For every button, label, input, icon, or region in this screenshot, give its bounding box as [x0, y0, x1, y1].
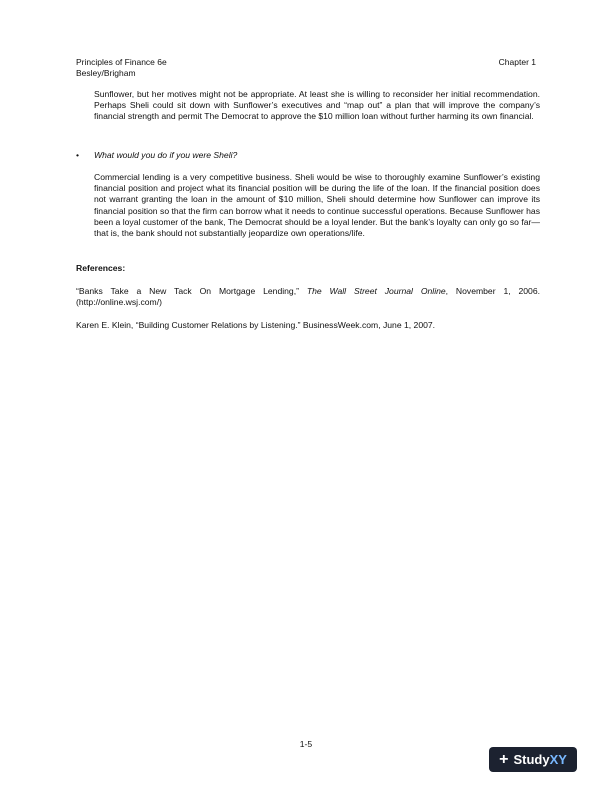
- reference-1: [76, 286, 540, 308]
- running-header-left: [76, 57, 167, 79]
- reference-1-text: “Banks Take a New Tack On Mortgage Lending,”: [76, 286, 307, 296]
- plus-icon: +: [499, 750, 509, 768]
- studyxy-badge[interactable]: [489, 747, 577, 772]
- bullet-question: What would you do if you were Sheli?: [94, 150, 238, 160]
- brand-logo: [513, 752, 566, 767]
- reference-2: Karen E. Klein, “Building Customer Relations by Listening.” BusinessWeek.com, June 1, 2007.: [76, 320, 436, 330]
- reference-1-tail: , November 1, 2006. (http://online.wsj.com/): [76, 286, 540, 308]
- paragraph-2: Commercial lending is a very competitive business. Sheli would be wise to thoroughly examine Sunflower’s existing financial position and project what its financial position will be during the life of the loan. If the financial position does not warrant granting the loan in the amount of $10 million, Sheli should determine how Sunflower can improve its financial position so that the firm can borrow what it needs to continue successful operations. Because Sunflower has been a loyal customer of the bank, The Democrat should be a loyal lender. But the bank’s loyalty can only go so far—that is, the bank should not substantially jeopardize own operations/life.: [94, 172, 540, 239]
- brand-main: Study: [513, 752, 550, 767]
- paragraph-1: Sunflower, but her motives might not be appropriate. At least she is willing to reconsider her initial recommendation. Perhaps Sheli could sit down with Sunflower’s executives and “map out” a plan that will improve the company’s financial strength and permit The Democrat to approve the $10 million loan without further harming its own financial.: [94, 89, 540, 122]
- brand-accent: XY: [549, 752, 567, 767]
- chapter-label: Chapter 1: [498, 57, 536, 67]
- book-title: Principles of Finance 6e: [76, 57, 167, 67]
- references-heading: References:: [76, 263, 126, 273]
- reference-1-source: The Wall Street Journal Online: [306, 286, 446, 296]
- bullet-marker: •: [76, 150, 80, 160]
- page-number: 1-5: [299, 739, 313, 749]
- book-authors: Besley/Brigham: [76, 68, 136, 78]
